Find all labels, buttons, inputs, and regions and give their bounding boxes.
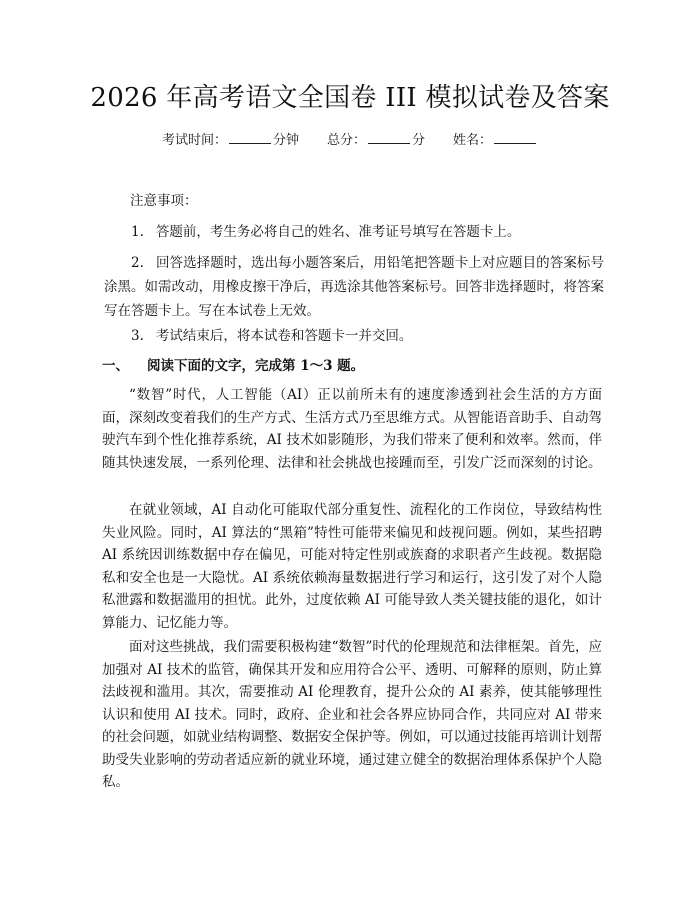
notice-item bbox=[104, 324, 604, 348]
notice-item-text: 考试结束后，将本试卷和答题卡一并交回。 bbox=[155, 328, 413, 344]
reading-paragraph: “数智”时代，人工智能（AI）正以前所未有的速度渗透到社会生活的方方面面，深刻改变着我们的生产方式、生活方式乃至思维方式。从智能语音助手、自动驾驶汽车到个性化推荐系统，AI 技术如影随形，为我们带来了便利和效率。然而，伴随其快速发展，一系列伦理、法律和社会挑战也接踵而至，引发广泛而深刻的讨论。 bbox=[102, 387, 602, 471]
section-number: 一、 bbox=[102, 358, 129, 374]
notice-item bbox=[104, 220, 604, 244]
score-label: 总分： bbox=[326, 133, 366, 148]
section-heading bbox=[102, 355, 364, 377]
score-blank bbox=[368, 131, 410, 144]
score-unit: 分 bbox=[412, 133, 426, 148]
section-title: 阅读下面的文字，完成第 1～3 题。 bbox=[147, 358, 365, 374]
notice-heading: 注意事项： bbox=[130, 193, 198, 209]
notice-item-number: 1. bbox=[131, 224, 144, 240]
time-label: 考试时间： bbox=[161, 133, 227, 148]
reading-paragraph: 在就业领域，AI 自动化可能取代部分重复性、流程化的工作岗位，导致结构性失业风险。同时，AI 算法的“黑箱”特性可能带来偏见和歧视问题。例如，某些招聘 AI 系统因训练数据中存在偏见，可能对特定性别或族裔的求职者产生歧视。数据隐私和安全也是一大隐忧。AI 系统依赖海量数据进行学习和运行，这引发了对个人隐私泄露和数据滥用的担忧。此外，过度依赖 AI 可能导致人类关键技能的退化，如计算能力、记忆能力等。 bbox=[102, 502, 602, 631]
name-blank bbox=[494, 131, 536, 144]
exam-title: 2026 年高考语文全国卷 III 模拟试卷及答案 bbox=[90, 83, 610, 113]
exam-meta-line bbox=[0, 131, 700, 151]
time-unit: 分钟 bbox=[272, 133, 299, 148]
notice-item-text: 回答选择题时，选出每小题答案后，用铅笔把答题卡上对应题目的答案标号涂黑。如需改动，用橡皮擦干净后，再选涂其他答案标号。回答非选择题时，将答案写在答题卡上。写在本试卷上无效。 bbox=[104, 255, 604, 319]
name-label: 姓名： bbox=[453, 133, 493, 148]
notice-item-number: 3. bbox=[131, 328, 144, 344]
notice-item-text: 答题前，考生务必将自己的姓名、准考证号填写在答题卡上。 bbox=[155, 224, 521, 240]
notice-item bbox=[104, 251, 604, 323]
notice-item-number: 2. bbox=[131, 255, 144, 271]
reading-paragraph: 面对这些挑战，我们需要积极构建“数智”时代的伦理规范和法律框架。首先，应加强对 AI 技术的监管，确保其开发和应用符合公平、透明、可解释的原则，防止算法歧视和滥用。其次，需要推动 AI 伦理教育，提升公众的 AI 素养，使其能够理性认识和使用 AI 技术。同时，政府、企业和社会各界应协同合作，共同应对 AI 带来的社会问题，如就业结构调整、数据安全保护等。例如，可以通过技能再培训计划帮助受失业影响的劳动者适应新的就业环境，通过建立健全的数据治理体系保护个人隐私。 bbox=[102, 639, 602, 790]
time-blank bbox=[229, 131, 271, 144]
